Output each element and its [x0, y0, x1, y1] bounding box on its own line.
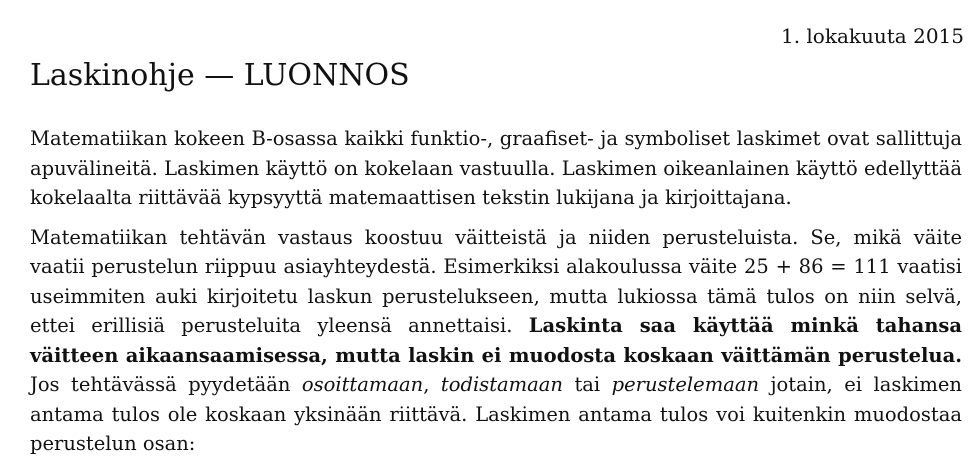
paragraph-1: Matematiikan kokeen B-osassa kaikki funktio-, graafiset- ja symboliset laskimet ovat sallittuja apuvälineitä. Laskimen käyttö on kokelaan vastuulla. Laskimen oikeanlainen käyttö edellyttää kokelaalta riittävää kypsyyttä matemaattisen tekstin lukijana ja kirjoittajana. — [30, 127, 962, 209]
paragraph-2-text: Matematiikan tehtävän vastaus koostuu väitteistä ja niiden perusteluista. Se, mikä väite vaatii perustelun riippuu asiayhteydestä. Esimerkiksi alakoulussa väite 25 + 86 = 111 vaatisi useimmiten auki kirjoitetu laskun perustelukseen, mutta lukiossa tämä tulos on niin selvä, ettei erillisiä perusteluita yleensä annettaisi. — [30, 225, 962, 337]
document-body — [30, 124, 962, 459]
emphasis-perustelemaan: perustelemaan — [611, 373, 760, 396]
comma-separator: , — [423, 373, 430, 396]
paragraph-2 — [30, 223, 962, 459]
date-line: 1. lokakuuta 2015 — [780, 24, 964, 48]
paragraph-2-text-c: jotain, ei laskimen antama tulos ole koskaan yksinään riittävä. Laskimen antama tulos voi kuitenkin muodostaa perustelun osan: — [30, 373, 962, 455]
emphasis-osoittamaan: osoittamaan — [301, 373, 424, 396]
emphasis-todistamaan: todistamaan — [440, 373, 563, 396]
page-title: Laskinohje — LUONNOS — [30, 58, 410, 93]
word-tai: tai — [574, 373, 601, 396]
bold-rule: Laskinta saa käyttää minkä tahansa väitteen aikaansaamisessa, mutta laskin ei muodosta koskaan väittämän perustelua. — [30, 314, 962, 367]
paragraph-2-text-b: Jos tehtävässä pyydetään — [30, 373, 291, 396]
